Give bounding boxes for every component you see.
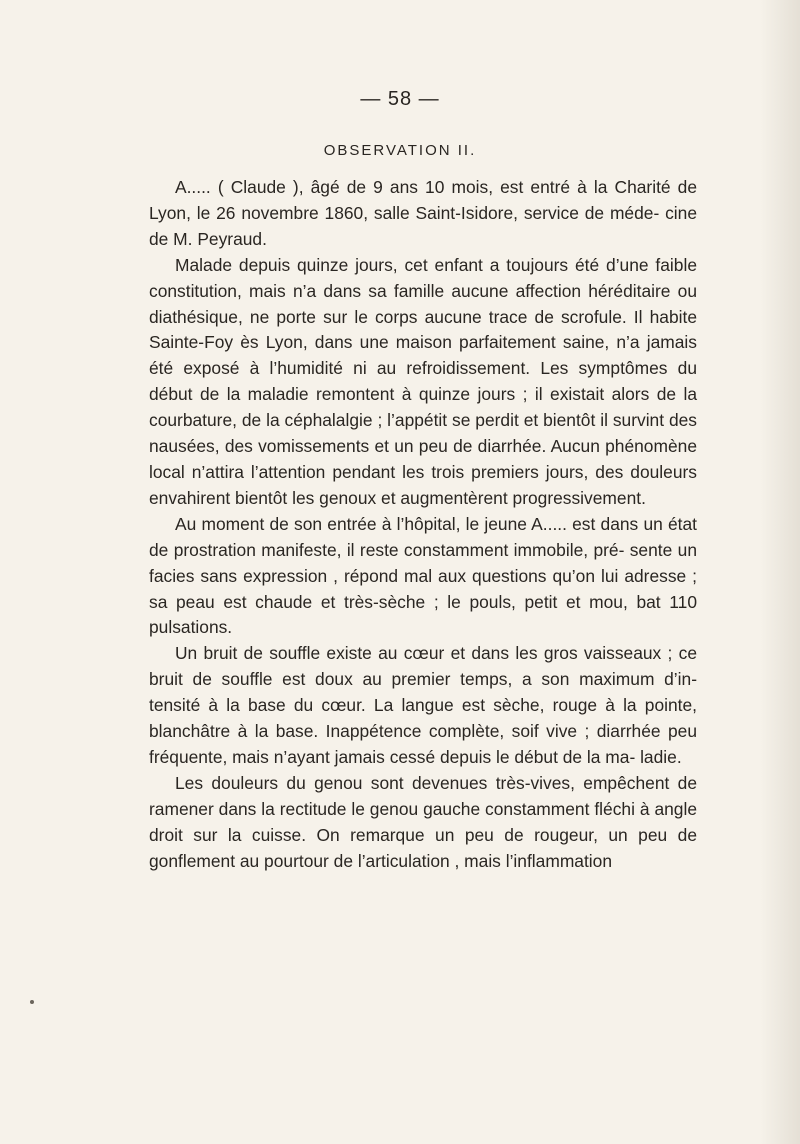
- paragraph-history: Malade depuis quinze jours, cet enfant a toujours été d’une faible constitution, mais n’a dans sa famille aucune affection héréditaire ou diathésique, ne porte sur le corps aucune trace de scrofule. Il habite Sainte-Foy ès Lyon, dans une maison parfaitement saine, n’a jamais été exposé à l’humidité ni au refroidissement. Les symptômes du début de la maladie remontent à quinze jours ; il existait alors de la courbature, de la céphalalgie ; l’appétit se perdit et bientôt il survint des nausées, des vomissements et un peu de diarrhée. Aucun phénomène local n’attira l’attention pendant les trois premiers jours, des douleurs envahirent bientôt les genoux et augmentèrent progressivement.: [149, 254, 697, 508]
- paper-speck: [30, 1000, 34, 1004]
- body-text: [149, 175, 697, 874]
- page-number: — 58 —: [360, 88, 440, 110]
- paragraph-knee: Les douleurs du genou sont devenues très-vives, empêchent de ramener dans la rectitude le genou gauche constamment fléchi à angle droit sur la cuisse. On remarque un peu de rougeur, un peu de gonflement au pourtour de l’articulation , mais l’inflammation: [149, 772, 697, 871]
- paragraph-intro: A..... ( Claude ), âgé de 9 ans 10 mois, est entré à la Charité de Lyon, le 26 novembre 1860, salle Saint-Isidore, service de méde- cine de M. Peyraud.: [149, 177, 697, 249]
- page-edge-shadow: [760, 0, 800, 1144]
- paragraph-admission: Au moment de son entrée à l’hôpital, le jeune A..... est dans un état de prostration manifeste, il reste constamment immobile, pré- sente un facies sans expression , répond mal aux questions qu’on lui adresse ; sa peau est chaude et très-sèche ; le pouls, petit et mou, bat 110 pulsations.: [149, 513, 697, 638]
- observation-heading: OBSERVATION II.: [323, 142, 477, 159]
- paragraph-cardiac: Un bruit de souffle existe au cœur et dans les gros vaisseaux ; ce bruit de souffle est doux au premier temps, a son maximum d’in- tensité à la base du cœur. La langue est sèche, rouge à la pointe, blanchâtre à la base. Inappétence complète, soif vive ; diarrhée peu fréquente, mais n’ayant jamais cessé depuis le début de la ma- ladie.: [149, 643, 697, 767]
